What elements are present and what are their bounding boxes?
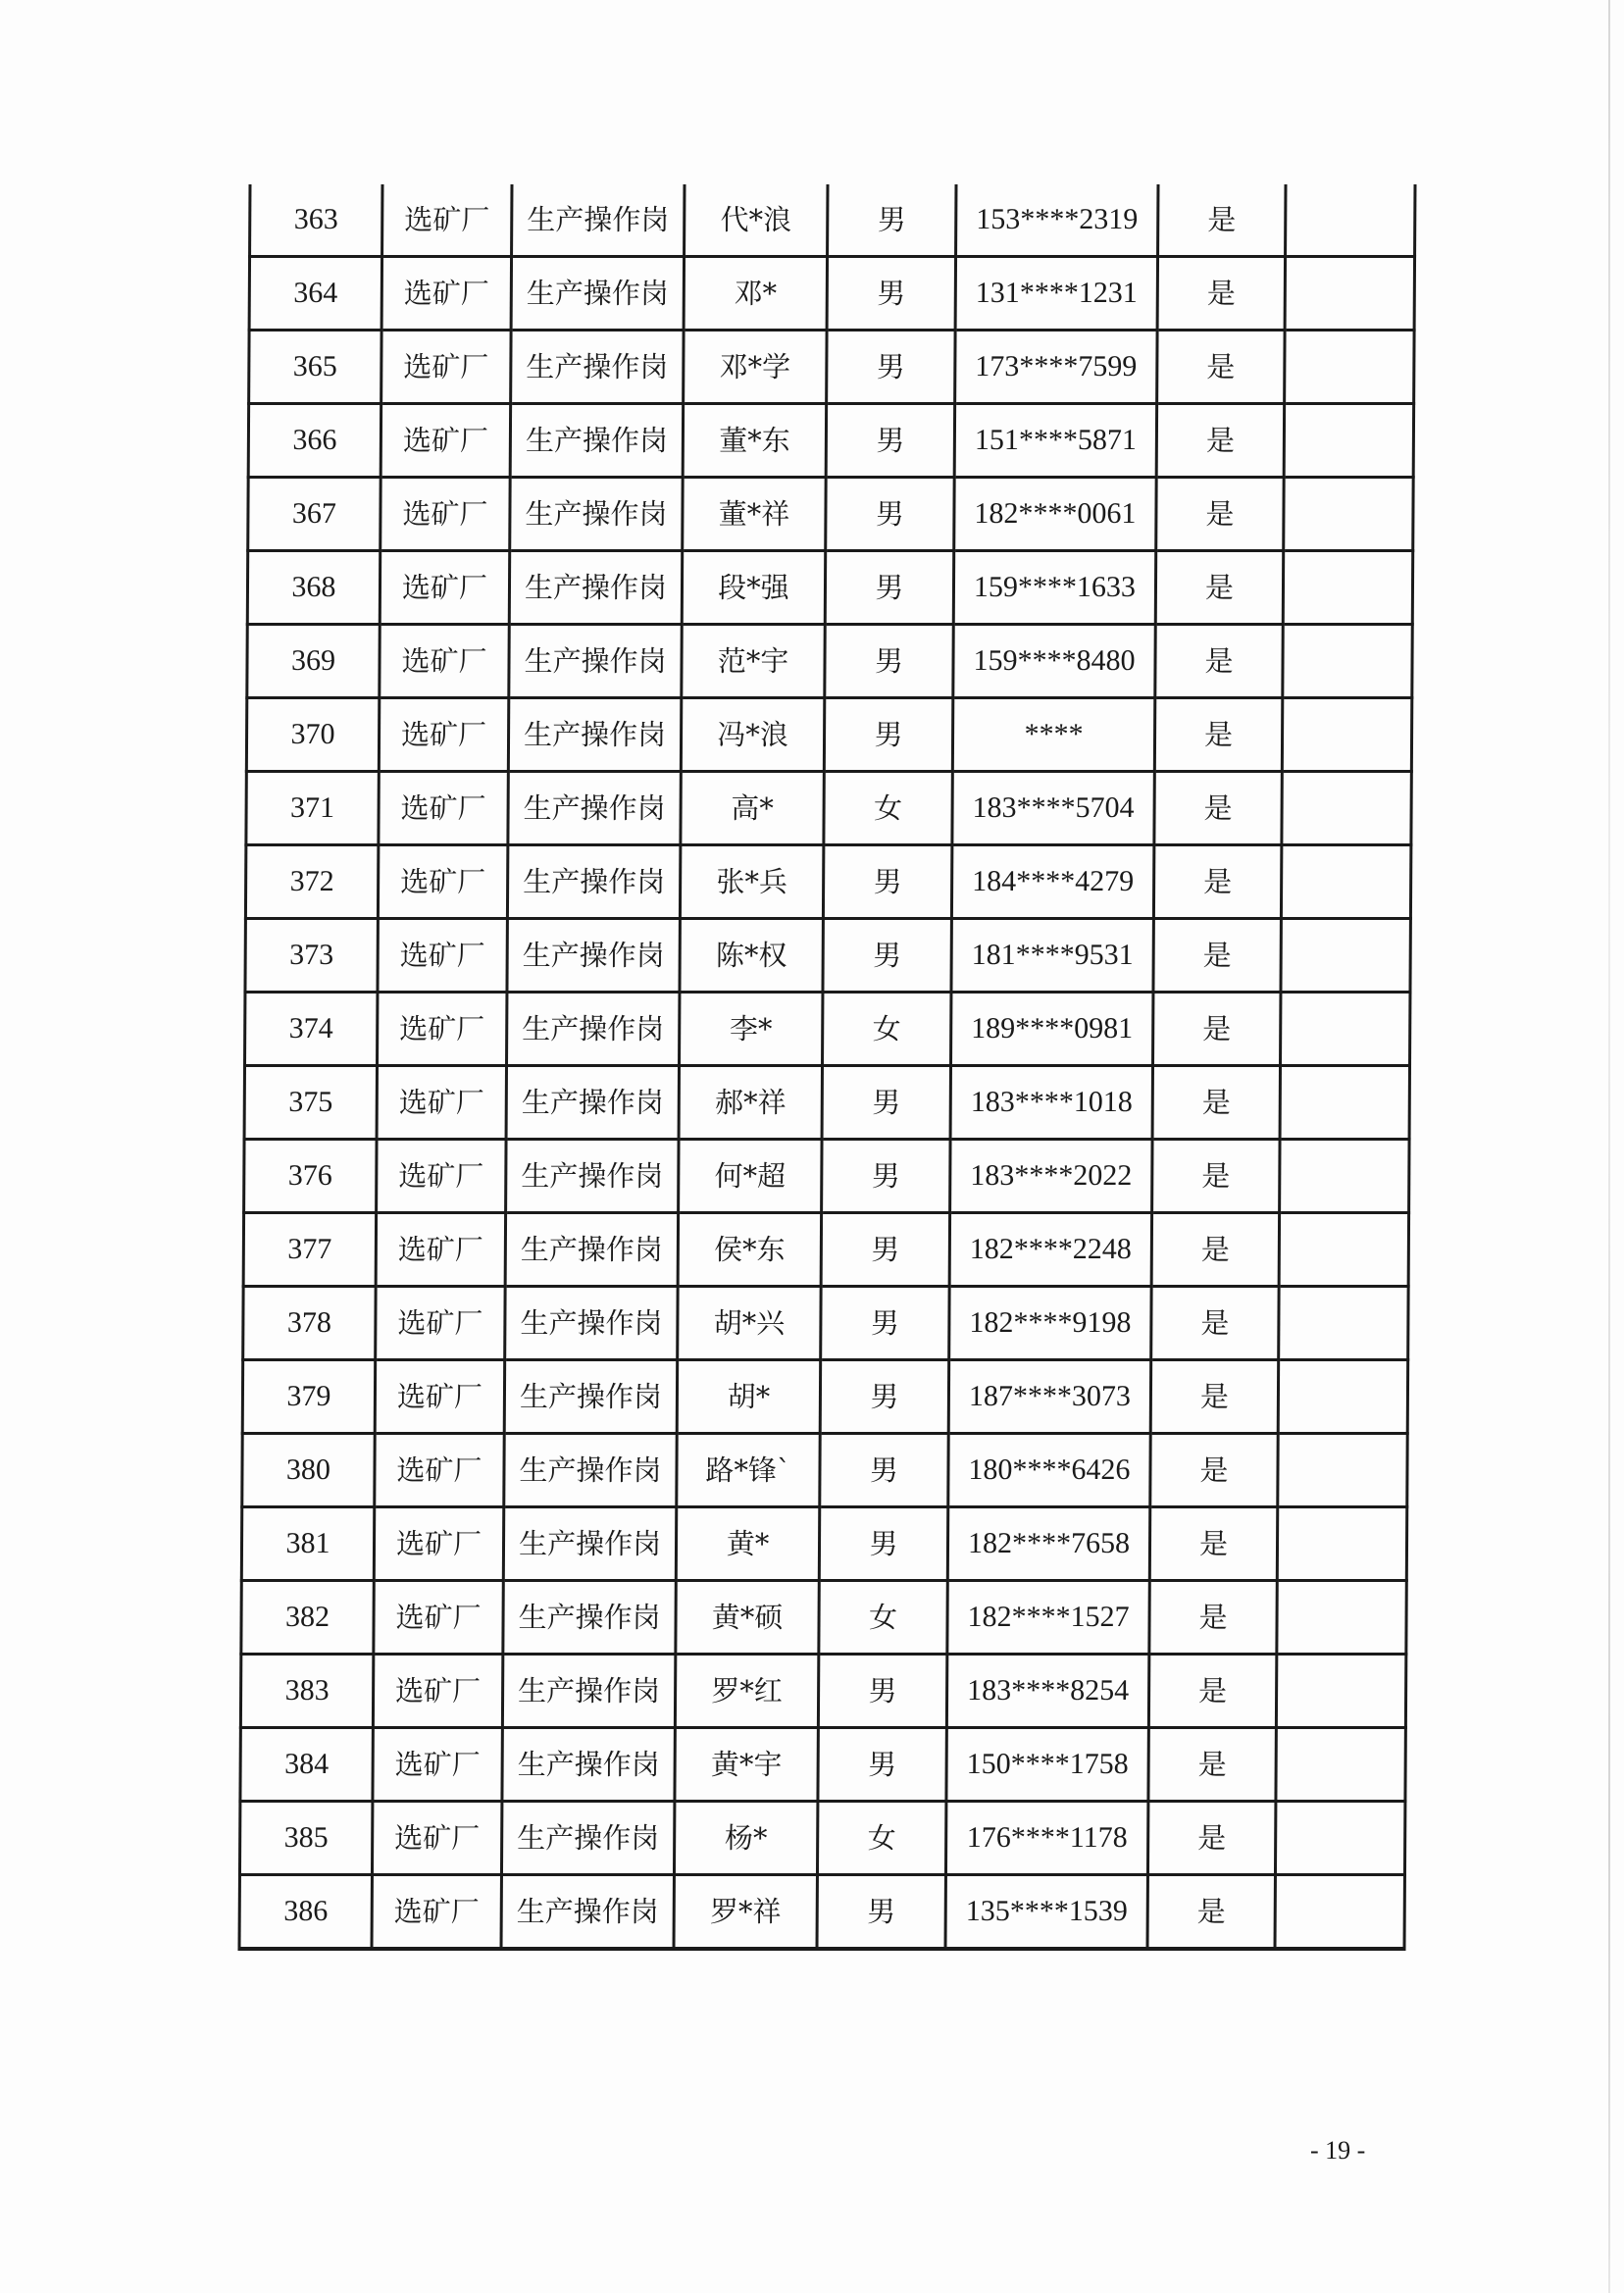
cell-name: 胡*兴 — [678, 1287, 821, 1360]
cell-gender: 男 — [822, 1066, 950, 1140]
cell-name: 罗*红 — [675, 1655, 818, 1728]
roster-table — [237, 184, 1416, 1951]
cell-gender: 男 — [821, 1213, 949, 1287]
cell-gender: 男 — [823, 919, 951, 993]
table-row — [247, 551, 1412, 625]
table-row — [245, 993, 1410, 1066]
cell-number: 371 — [246, 772, 379, 845]
cell-unit: 选矿厂 — [375, 1434, 504, 1507]
cell-note — [1281, 845, 1410, 919]
cell-number: 382 — [241, 1581, 374, 1655]
cell-name: 杨* — [674, 1802, 817, 1875]
cell-name: 董*祥 — [683, 478, 826, 551]
table-row — [244, 1140, 1409, 1213]
cell-phone: 182****0061 — [954, 478, 1156, 551]
cell-name: 胡* — [677, 1360, 820, 1434]
cell-unit: 选矿厂 — [381, 331, 511, 404]
table-row — [248, 478, 1413, 551]
table-row — [246, 772, 1411, 845]
cell-flag: 是 — [1151, 1213, 1279, 1287]
cell-note — [1285, 257, 1414, 331]
cell-post: 生产操作岗 — [507, 993, 680, 1066]
cell-name: 代*浪 — [685, 184, 828, 257]
cell-note — [1284, 404, 1413, 478]
cell-unit: 选矿厂 — [378, 919, 507, 993]
cell-phone: 180****6426 — [948, 1434, 1150, 1507]
page-number: - 19 - — [1310, 2136, 1366, 2165]
cell-phone: 182****9198 — [949, 1287, 1151, 1360]
cell-note — [1283, 551, 1412, 625]
cell-gender: 男 — [823, 845, 951, 919]
cell-name: 黄*宇 — [675, 1728, 818, 1802]
cell-number: 378 — [243, 1287, 376, 1360]
table-row — [240, 1728, 1405, 1802]
cell-phone: 183****5704 — [952, 772, 1154, 845]
cell-name: 陈*权 — [680, 919, 823, 993]
table-row — [245, 919, 1410, 993]
table-row — [239, 1875, 1404, 1950]
cell-flag: 是 — [1147, 1875, 1275, 1950]
cell-phone: 159****1633 — [953, 551, 1155, 625]
cell-post: 生产操作岗 — [502, 1655, 675, 1728]
cell-name: 段*强 — [682, 551, 825, 625]
cell-unit: 选矿厂 — [374, 1581, 503, 1655]
cell-post: 生产操作岗 — [510, 478, 683, 551]
cell-phone: 159****8480 — [953, 625, 1155, 698]
cell-number: 381 — [241, 1507, 374, 1581]
table-row — [248, 404, 1413, 478]
cell-phone: 173****7599 — [955, 331, 1157, 404]
cell-number: 376 — [244, 1140, 377, 1213]
cell-flag: 是 — [1153, 919, 1281, 993]
cell-post: 生产操作岗 — [506, 1140, 679, 1213]
cell-number: 375 — [244, 1066, 377, 1140]
cell-flag: 是 — [1153, 993, 1281, 1066]
cell-gender: 男 — [821, 1287, 949, 1360]
cell-unit: 选矿厂 — [382, 184, 512, 257]
cell-post: 生产操作岗 — [507, 845, 680, 919]
cell-number: 377 — [243, 1213, 376, 1287]
cell-flag: 是 — [1154, 698, 1282, 772]
cell-post: 生产操作岗 — [501, 1875, 674, 1950]
cell-note — [1276, 1728, 1405, 1802]
cell-unit: 选矿厂 — [377, 1066, 506, 1140]
cell-gender: 女 — [823, 993, 951, 1066]
cell-phone: 187****3073 — [948, 1360, 1150, 1434]
cell-note — [1284, 478, 1413, 551]
cell-unit: 选矿厂 — [376, 1287, 505, 1360]
cell-flag: 是 — [1149, 1507, 1277, 1581]
cell-note — [1285, 331, 1414, 404]
cell-number: 374 — [245, 993, 378, 1066]
cell-flag: 是 — [1157, 331, 1285, 404]
table-row — [242, 1434, 1407, 1507]
cell-flag: 是 — [1156, 478, 1284, 551]
cell-gender: 男 — [826, 404, 954, 478]
cell-unit: 选矿厂 — [374, 1507, 503, 1581]
cell-post: 生产操作岗 — [508, 698, 681, 772]
cell-flag: 是 — [1148, 1728, 1276, 1802]
cell-post: 生产操作岗 — [509, 625, 682, 698]
cell-post: 生产操作岗 — [510, 404, 683, 478]
cell-name: 黄*硕 — [676, 1581, 819, 1655]
cell-gender: 男 — [825, 625, 953, 698]
cell-phone: 183****2022 — [950, 1140, 1152, 1213]
cell-flag: 是 — [1149, 1581, 1277, 1655]
cell-post: 生产操作岗 — [502, 1728, 675, 1802]
cell-note — [1282, 772, 1411, 845]
cell-number: 373 — [245, 919, 378, 993]
cell-name: 李* — [680, 993, 823, 1066]
cell-name: 冯*浪 — [681, 698, 824, 772]
cell-note — [1277, 1581, 1406, 1655]
cell-name: 邓* — [684, 257, 827, 331]
cell-number: 384 — [240, 1728, 373, 1802]
cell-unit: 选矿厂 — [378, 845, 507, 919]
cell-phone: 176****1178 — [945, 1802, 1147, 1875]
cell-phone: 182****2248 — [949, 1213, 1151, 1287]
table-row — [250, 184, 1415, 257]
cell-gender: 男 — [820, 1434, 948, 1507]
cell-note — [1283, 625, 1412, 698]
cell-post: 生产操作岗 — [512, 184, 685, 257]
table-row — [242, 1360, 1407, 1434]
cell-unit: 选矿厂 — [373, 1655, 502, 1728]
cell-note — [1278, 1360, 1407, 1434]
cell-phone: 151****5871 — [954, 404, 1156, 478]
cell-post: 生产操作岗 — [511, 257, 684, 331]
cell-gender: 女 — [817, 1802, 945, 1875]
cell-flag: 是 — [1155, 625, 1283, 698]
cell-post: 生产操作岗 — [504, 1360, 677, 1434]
cell-gender: 男 — [826, 478, 954, 551]
scan-edge-line — [1608, 0, 1610, 2293]
cell-phone: 183****8254 — [946, 1655, 1148, 1728]
cell-unit: 选矿厂 — [375, 1360, 504, 1434]
cell-gender: 男 — [819, 1507, 947, 1581]
cell-note — [1286, 184, 1415, 257]
cell-post: 生产操作岗 — [504, 1434, 677, 1507]
cell-name: 张*兵 — [680, 845, 823, 919]
cell-name: 何*超 — [679, 1140, 822, 1213]
roster-table-body — [239, 184, 1415, 1949]
cell-note — [1282, 698, 1411, 772]
table-row — [240, 1655, 1405, 1728]
cell-note — [1277, 1507, 1406, 1581]
cell-note — [1279, 1287, 1408, 1360]
cell-flag: 是 — [1148, 1655, 1276, 1728]
cell-post: 生产操作岗 — [511, 331, 684, 404]
cell-name: 董*东 — [683, 404, 826, 478]
cell-gender: 男 — [824, 698, 952, 772]
cell-number: 368 — [247, 551, 380, 625]
cell-number: 379 — [242, 1360, 375, 1434]
cell-number: 364 — [249, 257, 381, 331]
cell-gender: 女 — [824, 772, 952, 845]
cell-number: 366 — [248, 404, 381, 478]
cell-note — [1278, 1434, 1407, 1507]
cell-phone: 182****1527 — [947, 1581, 1149, 1655]
table-row — [246, 698, 1411, 772]
cell-name: 路*锋` — [677, 1434, 820, 1507]
cell-post: 生产操作岗 — [509, 551, 682, 625]
cell-flag: 是 — [1151, 1287, 1279, 1360]
cell-note — [1280, 1140, 1409, 1213]
cell-gender: 男 — [827, 257, 955, 331]
cell-post: 生产操作岗 — [506, 1066, 679, 1140]
table-row — [249, 331, 1414, 404]
cell-unit: 选矿厂 — [381, 257, 511, 331]
table-row — [241, 1507, 1406, 1581]
table-row — [244, 1066, 1409, 1140]
cell-number: 363 — [250, 184, 382, 257]
table-row — [247, 625, 1412, 698]
cell-gender: 男 — [820, 1360, 948, 1434]
cell-flag: 是 — [1153, 845, 1281, 919]
cell-flag: 是 — [1156, 404, 1284, 478]
table-row — [243, 1213, 1408, 1287]
cell-phone: 183****1018 — [950, 1066, 1152, 1140]
cell-unit: 选矿厂 — [377, 1140, 506, 1213]
cell-name: 黄* — [676, 1507, 819, 1581]
cell-name: 郝*祥 — [679, 1066, 822, 1140]
cell-note — [1281, 993, 1410, 1066]
cell-name: 邓*学 — [684, 331, 827, 404]
cell-flag: 是 — [1147, 1802, 1275, 1875]
table-row — [239, 1802, 1404, 1875]
cell-gender: 男 — [817, 1875, 945, 1950]
cell-unit: 选矿厂 — [372, 1802, 501, 1875]
cell-note — [1276, 1655, 1405, 1728]
cell-phone: 153****2319 — [956, 184, 1158, 257]
table-row — [241, 1581, 1406, 1655]
cell-gender: 男 — [827, 331, 955, 404]
cell-unit: 选矿厂 — [373, 1728, 502, 1802]
table-row — [249, 257, 1414, 331]
cell-gender: 女 — [819, 1581, 947, 1655]
cell-unit: 选矿厂 — [379, 698, 508, 772]
cell-flag: 是 — [1158, 184, 1286, 257]
cell-phone: 131****1231 — [955, 257, 1157, 331]
cell-number: 385 — [239, 1802, 372, 1875]
cell-post: 生产操作岗 — [505, 1287, 678, 1360]
cell-number: 372 — [245, 845, 378, 919]
cell-gender: 男 — [822, 1140, 950, 1213]
cell-phone: 189****0981 — [951, 993, 1153, 1066]
cell-flag: 是 — [1152, 1066, 1280, 1140]
cell-name: 范*宇 — [682, 625, 825, 698]
cell-gender: 男 — [818, 1655, 946, 1728]
cell-post: 生产操作岗 — [505, 1213, 678, 1287]
cell-name: 侯*东 — [678, 1213, 821, 1287]
cell-name: 高* — [681, 772, 824, 845]
cell-unit: 选矿厂 — [380, 625, 509, 698]
cell-note — [1281, 919, 1410, 993]
cell-note — [1279, 1213, 1408, 1287]
cell-unit: 选矿厂 — [376, 1213, 505, 1287]
cell-gender: 男 — [818, 1728, 946, 1802]
cell-number: 383 — [240, 1655, 373, 1728]
cell-number: 380 — [242, 1434, 375, 1507]
table-row — [243, 1287, 1408, 1360]
cell-post: 生产操作岗 — [503, 1581, 676, 1655]
cell-flag: 是 — [1150, 1434, 1278, 1507]
cell-phone: **** — [952, 698, 1154, 772]
cell-phone: 184****4279 — [951, 845, 1153, 919]
cell-number: 365 — [249, 331, 381, 404]
cell-gender: 男 — [828, 184, 956, 257]
cell-phone: 135****1539 — [945, 1875, 1147, 1950]
cell-unit: 选矿厂 — [379, 772, 508, 845]
cell-number: 370 — [246, 698, 379, 772]
cell-unit: 选矿厂 — [381, 478, 510, 551]
cell-name: 罗*祥 — [674, 1875, 817, 1950]
cell-note — [1280, 1066, 1409, 1140]
cell-phone: 181****9531 — [951, 919, 1153, 993]
cell-unit: 选矿厂 — [381, 404, 510, 478]
cell-gender: 男 — [825, 551, 953, 625]
cell-flag: 是 — [1152, 1140, 1280, 1213]
cell-flag: 是 — [1157, 257, 1285, 331]
cell-post: 生产操作岗 — [501, 1802, 674, 1875]
cell-unit: 选矿厂 — [380, 551, 509, 625]
cell-flag: 是 — [1150, 1360, 1278, 1434]
cell-number: 367 — [248, 478, 381, 551]
cell-post: 生产操作岗 — [507, 919, 680, 993]
cell-unit: 选矿厂 — [378, 993, 507, 1066]
table-row — [245, 845, 1410, 919]
cell-number: 386 — [239, 1875, 372, 1950]
cell-note — [1275, 1802, 1404, 1875]
cell-post: 生产操作岗 — [503, 1507, 676, 1581]
cell-flag: 是 — [1154, 772, 1282, 845]
cell-unit: 选矿厂 — [372, 1875, 501, 1950]
cell-note — [1275, 1875, 1404, 1950]
cell-post: 生产操作岗 — [508, 772, 681, 845]
cell-number: 369 — [247, 625, 380, 698]
cell-phone: 182****7658 — [947, 1507, 1149, 1581]
cell-flag: 是 — [1155, 551, 1283, 625]
cell-phone: 150****1758 — [946, 1728, 1148, 1802]
